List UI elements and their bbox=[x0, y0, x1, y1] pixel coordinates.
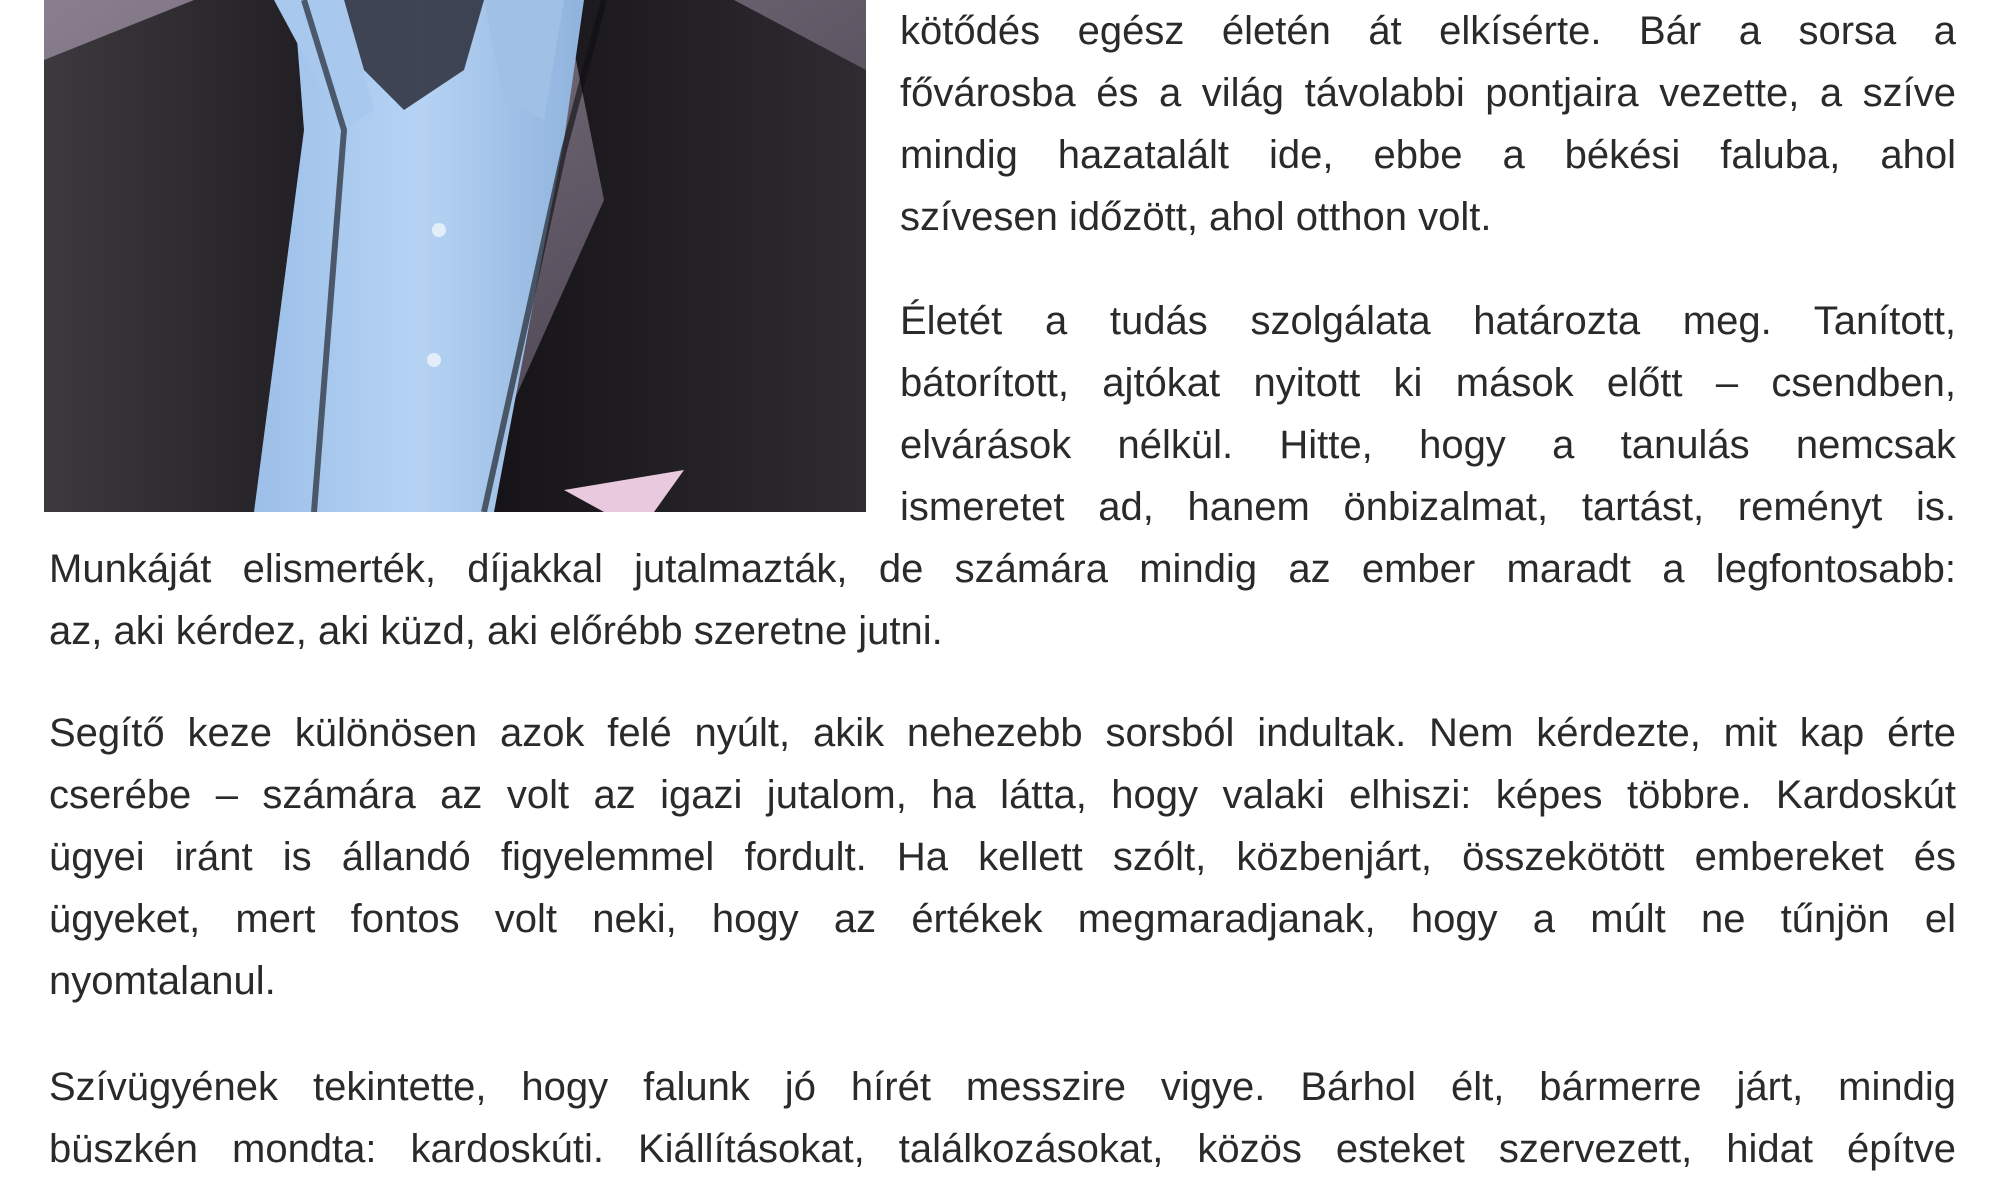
text-line: ügyeket, mert fontos volt neki, hogy az értékek megmaradjanak, hogy a múlt ne tűnjön el bbox=[49, 897, 1956, 941]
text-line: ismeretet ad, hanem önbizalmat, tartást, reményt is. bbox=[900, 485, 1956, 529]
portrait-photo bbox=[44, 0, 866, 512]
paragraph-4 bbox=[49, 1056, 1956, 1180]
text-line: elvárások nélkül. Hitte, hogy a tanulás nemcsak bbox=[900, 423, 1956, 467]
paragraph-3 bbox=[49, 702, 1956, 1012]
text-line: ügyei iránt is állandó figyelemmel fordult. Ha kellett szólt, közbenjárt, összekötött embereket és bbox=[49, 835, 1956, 879]
text-line: kötődés egész életén át elkísérte. Bár a sorsa a bbox=[900, 9, 1956, 53]
text-line: szívesen időzött, ahol otthon volt. bbox=[900, 195, 1492, 239]
text-line: az, aki kérdez, aki küzd, aki előrébb szeretne jutni. bbox=[49, 609, 943, 653]
text-line: cserébe – számára az volt az igazi jutalom, ha látta, hogy valaki elhiszi: képes többre. Kardoskút bbox=[49, 773, 1956, 817]
paragraph-2-wrapped bbox=[900, 290, 1956, 538]
text-line: Szívügyének tekintette, hogy falunk jó hírét messzire vigye. Bárhol élt, bármerre járt, mindig bbox=[49, 1065, 1956, 1109]
paragraph-1 bbox=[900, 0, 1956, 248]
text-line: büszkén mondta: kardoskúti. Kiállításokat, találkozásokat, közös esteket szervezett, hidat építve bbox=[49, 1127, 1956, 1171]
text-line: Segítő keze különösen azok felé nyúlt, akik nehezebb sorsból indultak. Nem kérdezte, mit kap érte bbox=[49, 711, 1956, 755]
paragraph-2-full bbox=[49, 538, 1956, 662]
text-line: Munkáját elismerték, díjakkal jutalmazták, de számára mindig az ember maradt a legfontosabb: bbox=[49, 547, 1956, 591]
portrait-image bbox=[44, 0, 866, 512]
text-line: Életét a tudás szolgálata határozta meg. Tanított, bbox=[900, 299, 1956, 343]
text-line: bátorított, ajtókat nyitott ki mások előtt – csendben, bbox=[900, 361, 1956, 405]
text-line: nyomtalanul. bbox=[49, 959, 276, 1003]
text-line: fővárosba és a világ távolabbi pontjaira vezette, a szíve bbox=[900, 71, 1956, 115]
text-line: mindig hazatalált ide, ebbe a békési faluba, ahol bbox=[900, 133, 1956, 177]
